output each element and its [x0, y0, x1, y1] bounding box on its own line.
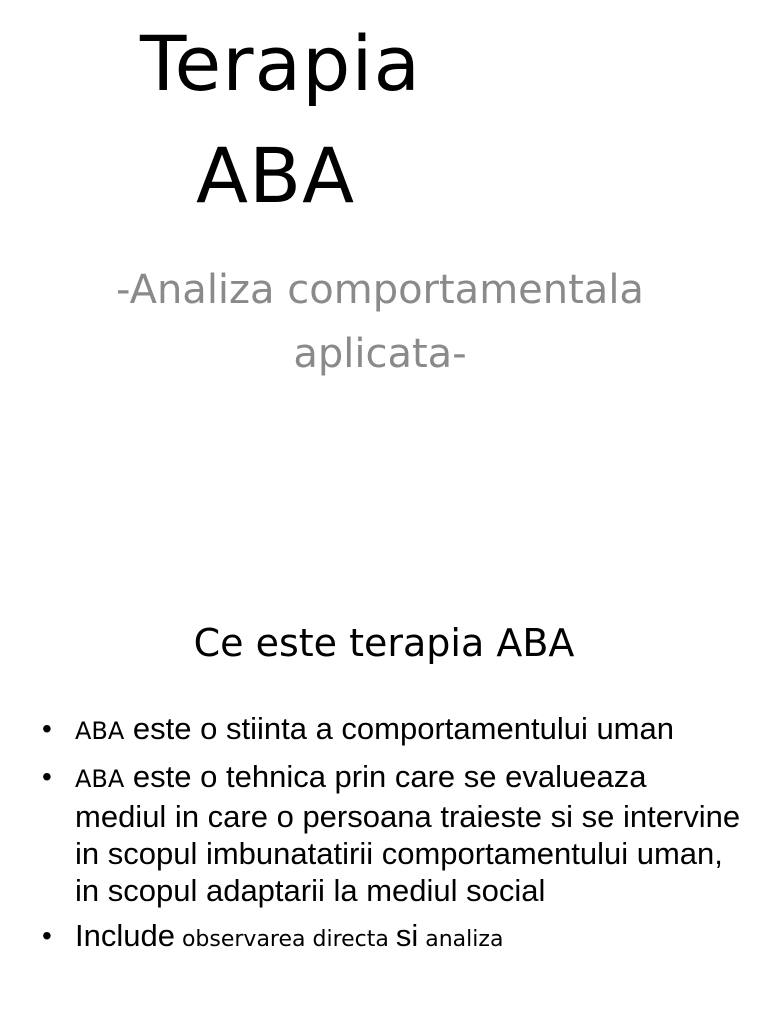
bullet-icon: • [42, 761, 52, 792]
bullet-text-part: si [395, 918, 419, 953]
bullet-item [42, 917, 742, 958]
slide-subtitle-line-1: -Analiza comportamentala [116, 267, 644, 313]
slide-subtitle-line-2: aplicata- [293, 331, 467, 377]
bullet-list [42, 710, 742, 966]
bullet-lead-term: ABA [75, 717, 125, 745]
bullet-text: este o stiinta a comportamentului uman [124, 711, 674, 746]
bullet-item [42, 710, 742, 750]
bullet-lead-term: ABA [75, 765, 125, 793]
slide-heading: Ce este terapia ABA [193, 621, 575, 665]
bullet-icon: • [42, 713, 52, 744]
bullet-text-part: observarea directa [174, 927, 396, 952]
content-slide [0, 560, 768, 1024]
bullet-text-part: analiza [418, 927, 504, 952]
bullet-lead-term: Include [75, 918, 175, 953]
bullet-text: este o tehnica prin care se evalueaza mediul in care o persoana traieste si se intervine in scopul imbunatatirii comportamentului uman, in scopul adaptarii la mediul social [75, 759, 741, 908]
slide-title-line-1: Terapia [140, 19, 422, 108]
bullet-item [42, 758, 742, 909]
slide-title-line-2: ABA [196, 131, 356, 220]
bullet-icon: • [42, 920, 52, 951]
